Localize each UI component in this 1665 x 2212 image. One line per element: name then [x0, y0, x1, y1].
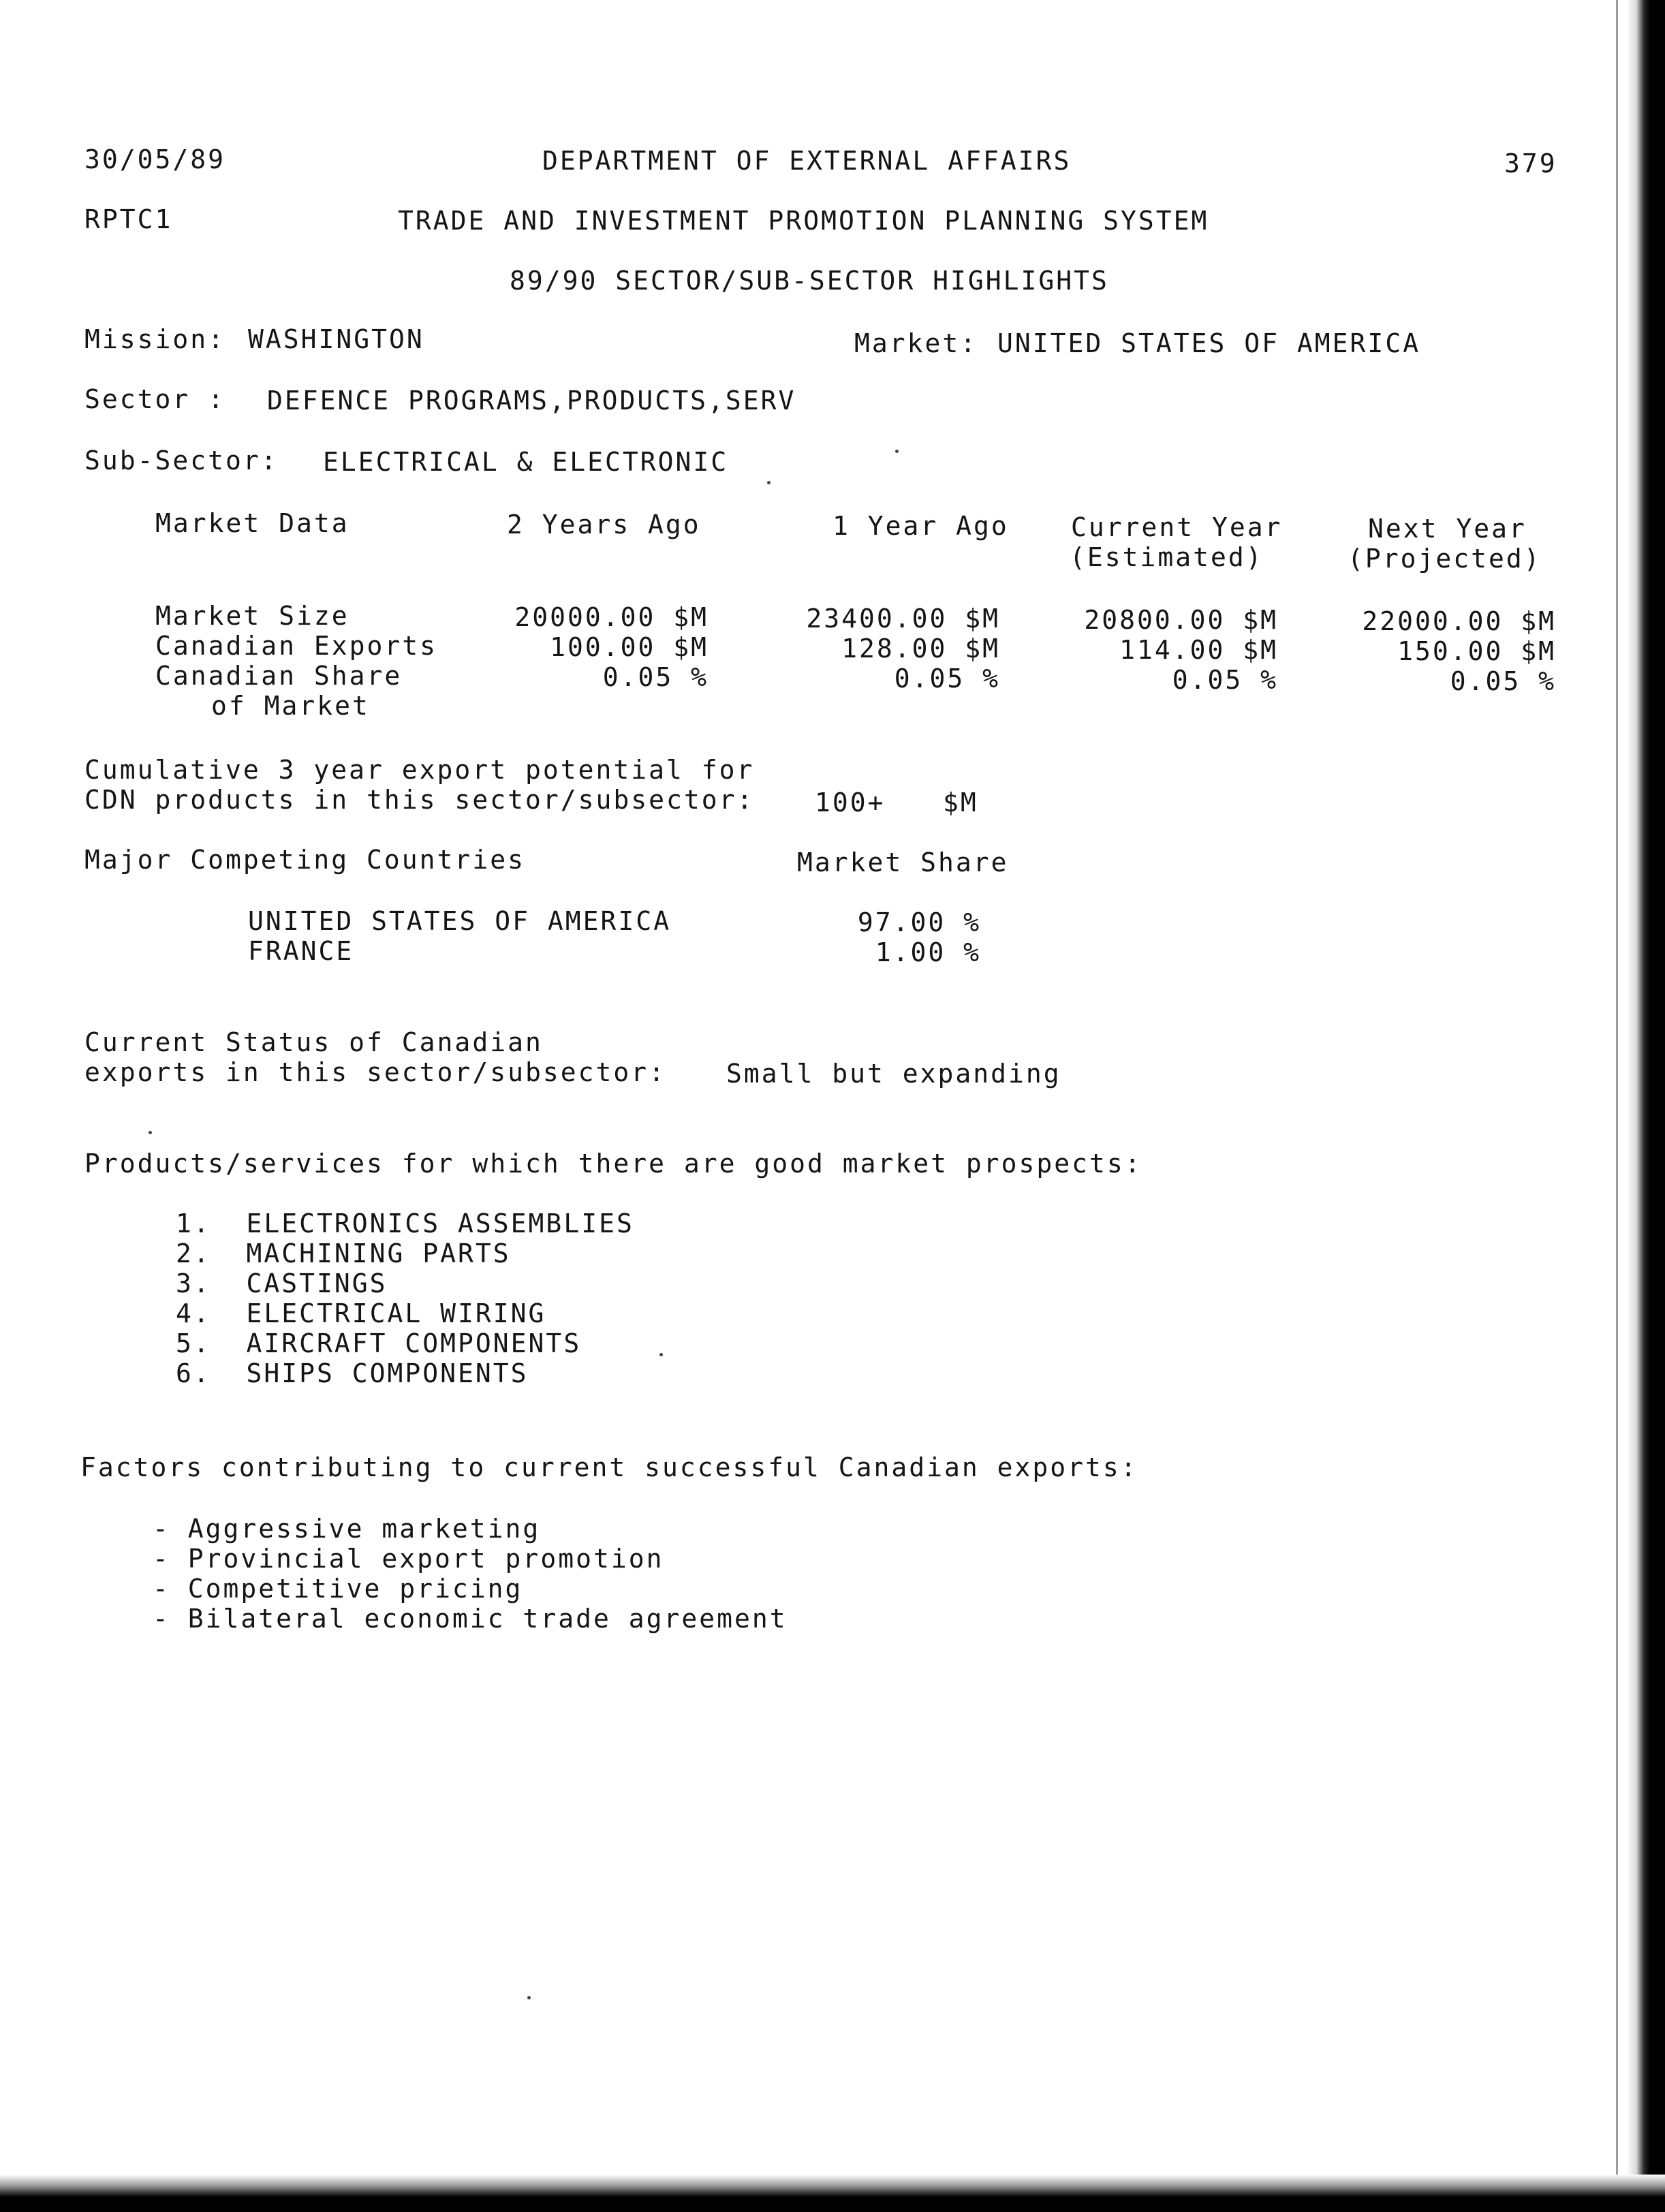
competitor-country: UNITED STATES OF AMERICA	[248, 906, 672, 936]
cell-share-1y: 0.05 %	[894, 664, 1000, 694]
status-value: Small but expanding	[726, 1059, 1061, 1089]
cell-market-size-next: 22000.00 $M	[1362, 606, 1556, 636]
col-next-year-subheader: (Projected)	[1348, 544, 1542, 574]
row-label-canadian-share: Canadian Share	[155, 661, 403, 691]
prospects-title: Products/services for which there are good market prospects:	[84, 1149, 1142, 1179]
factor-item: - Provincial export promotion	[153, 1544, 664, 1574]
scan-speck	[895, 450, 899, 453]
prospect-item: 4. ELECTRICAL WIRING	[176, 1298, 546, 1328]
competitor-country: FRANCE	[248, 936, 354, 966]
cell-share-2y: 0.05 %	[602, 662, 709, 692]
row-label-market-size: Market Size	[155, 601, 349, 631]
sector-value: DEFENCE PROGRAMS,PRODUCTS,SERV	[267, 386, 796, 416]
cell-exports-current: 114.00 $M	[1119, 635, 1278, 665]
export-potential-unit: $M	[943, 788, 978, 817]
col-2-years-ago-header: 2 Years Ago	[507, 510, 701, 540]
cell-share-next: 0.05 %	[1450, 666, 1556, 696]
factors-title: Factors contributing to current successful Canadian exports:	[80, 1452, 1138, 1482]
prospect-item: 3. CASTINGS	[176, 1268, 388, 1298]
market-value: UNITED STATES OF AMERICA	[997, 328, 1421, 358]
prospect-item: 2. MACHINING PARTS	[176, 1239, 511, 1268]
export-potential-value: 100+	[815, 788, 886, 817]
cell-exports-next: 150.00 $M	[1397, 636, 1556, 666]
scan-speck	[527, 1996, 531, 1999]
competitor-share: 1.00 %	[875, 937, 981, 967]
sector-label: Sector :	[84, 384, 226, 414]
scan-speck	[659, 1353, 663, 1356]
system-title: TRADE AND INVESTMENT PROMOTION PLANNING SYSTEM	[398, 206, 1209, 236]
export-potential-line2: CDN products in this sector/subsector:	[84, 785, 755, 815]
row-label-canadian-exports: Canadian Exports	[155, 631, 438, 661]
factor-item: - Bilateral economic trade agreement	[153, 1604, 788, 1634]
scan-speck	[767, 481, 771, 484]
prospect-item: 5. AIRCRAFT COMPONENTS	[176, 1328, 582, 1358]
market-label: Market:	[854, 328, 978, 358]
col-current-year-header: Current Year	[1071, 512, 1283, 542]
factor-item: - Competitive pricing	[153, 1574, 523, 1604]
market-share-header: Market Share	[797, 847, 1009, 877]
mission-value: WASHINGTON	[248, 324, 424, 354]
scan-speck	[149, 1131, 152, 1134]
scan-edge-bottom	[0, 2175, 1665, 2212]
cell-market-size-1y: 23400.00 $M	[806, 604, 1000, 634]
subsector-label: Sub-Sector:	[84, 446, 279, 476]
scan-edge-right	[1627, 0, 1665, 2212]
col-next-year-header: Next Year	[1368, 514, 1527, 544]
export-potential-line1: Cumulative 3 year export potential for	[84, 755, 755, 785]
mission-label: Mission:	[84, 324, 226, 354]
cell-market-size-2y: 20000.00 $M	[514, 602, 709, 632]
status-line1: Current Status of Canadian	[84, 1027, 543, 1057]
competitor-share: 97.00 %	[857, 907, 981, 937]
report-code: RPTC1	[84, 204, 173, 234]
scan-edge-line	[1616, 0, 1618, 2212]
col-current-year-subheader: (Estimated)	[1070, 542, 1264, 572]
cell-exports-2y: 100.00 $M	[550, 632, 709, 662]
department-title: DEPARTMENT OF EXTERNAL AFFAIRS	[542, 146, 1072, 176]
cell-share-current: 0.05 %	[1172, 665, 1278, 695]
report-title: 89/90 SECTOR/SUB-SECTOR HIGHLIGHTS	[510, 266, 1109, 296]
subsector-value: ELECTRICAL & ELECTRONIC	[323, 447, 729, 477]
competitors-title: Major Competing Countries	[84, 845, 525, 875]
report-date: 30/05/89	[84, 144, 226, 174]
col-1-year-ago-header: 1 Year Ago	[832, 511, 1009, 541]
page-number: 379	[1504, 149, 1557, 178]
prospect-item: 1. ELECTRONICS ASSEMBLIES	[176, 1209, 634, 1239]
cell-exports-1y: 128.00 $M	[841, 634, 1000, 664]
market-data-header: Market Data	[155, 508, 349, 538]
cell-market-size-current: 20800.00 $M	[1084, 605, 1278, 635]
row-label-canadian-share-line2: of Market	[211, 691, 370, 721]
factor-item: - Aggressive marketing	[153, 1514, 541, 1544]
prospect-item: 6. SHIPS COMPONENTS	[176, 1358, 529, 1388]
status-line2: exports in this sector/subsector:	[84, 1057, 666, 1087]
